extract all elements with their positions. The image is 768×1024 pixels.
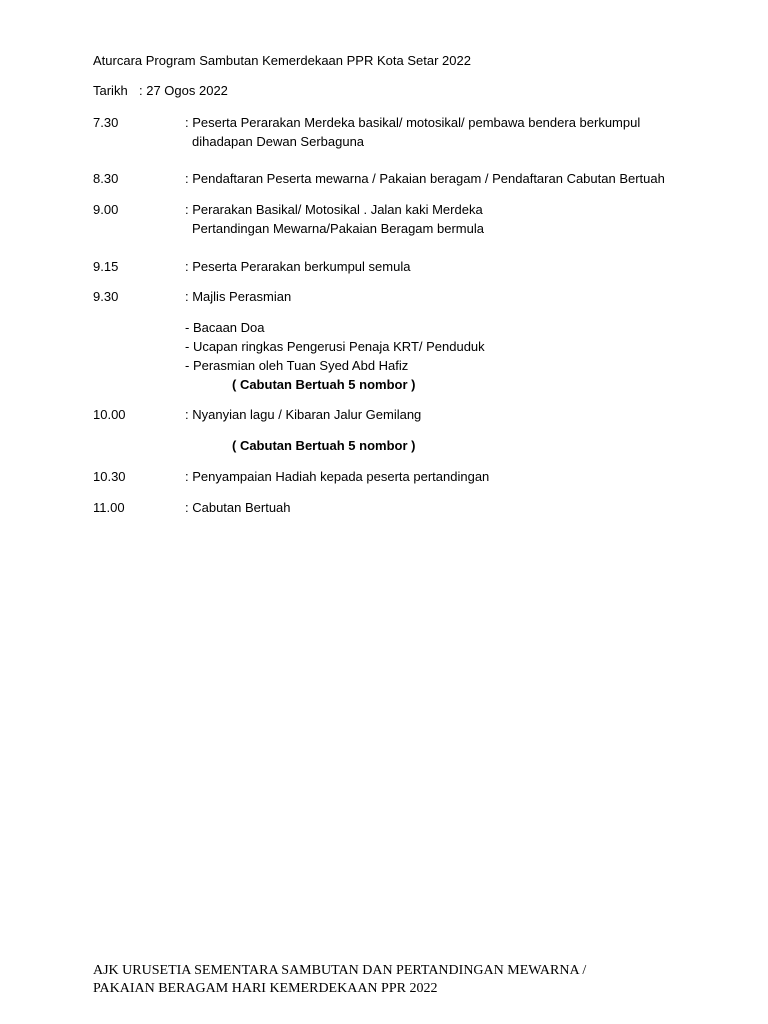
schedule-description-line: : Perarakan Basikal/ Motosikal . Jalan kaki Merdeka [185, 202, 483, 217]
committee-footer [93, 962, 733, 998]
schedule-time: 7.30 [93, 115, 119, 130]
schedule-description [185, 169, 665, 188]
schedule-description [185, 257, 410, 276]
schedule-description-line: : Pendaftaran Peserta mewarna / Pakaian beragam / Pendaftaran Cabutan Bertuah [185, 171, 665, 186]
document-title: Aturcara Program Sambutan Kemerdekaan PPR Kota Setar 2022 [93, 53, 471, 68]
cabutan-note: ( Cabutan Bertuah 5 nombor ) [232, 377, 416, 392]
majlis-sub-list [185, 318, 485, 375]
date-label: Tarikh [93, 83, 128, 98]
footer-line: AJK URUSETIA SEMENTARA SAMBUTAN DAN PERTANDINGAN MEWARNA / [93, 963, 587, 978]
schedule-time: 9.30 [93, 289, 119, 304]
schedule-time: 9.00 [93, 202, 119, 217]
schedule-description [185, 467, 489, 486]
schedule-time: 9.15 [93, 259, 119, 274]
schedule-description [185, 113, 640, 151]
schedule-time: 10.00 [93, 407, 126, 422]
schedule-description-line: : Cabutan Bertuah [185, 500, 291, 515]
schedule-description-continuation: dihadapan Dewan Serbaguna [192, 134, 365, 149]
schedule-description-continuation: Pertandingan Mewarna/Pakaian Beragam bermula [192, 221, 484, 236]
schedule-description [185, 200, 484, 238]
date-value: : 27 Ogos 2022 [139, 83, 228, 98]
date-line [93, 82, 228, 100]
schedule-description-line: : Peserta Perarakan Merdeka basikal/ motosikal/ pembawa bendera berkumpul [185, 115, 641, 130]
schedule-description-line: : Nyanyian lagu / Kibaran Jalur Gemilang [185, 407, 422, 422]
schedule-time: 10.30 [93, 469, 126, 484]
schedule-description-line: : Penyampaian Hadiah kepada peserta pertandingan [185, 469, 490, 484]
schedule-description [185, 287, 291, 306]
schedule-description-line: : Peserta Perarakan berkumpul semula [185, 259, 411, 274]
schedule-description [185, 405, 421, 424]
schedule-description-line: : Majlis Perasmian [185, 289, 292, 304]
schedule-description [185, 498, 291, 517]
schedule-time: 8.30 [93, 171, 119, 186]
list-item: - Bacaan Doa [185, 320, 265, 335]
list-item: - Ucapan ringkas Pengerusi Penaja KRT/ Penduduk [185, 339, 485, 354]
schedule-time: 11.00 [93, 500, 125, 515]
footer-line: PAKAIAN BERAGAM HARI KEMERDEKAAN PPR 2022 [93, 981, 438, 996]
list-item: - Perasmian oleh Tuan Syed Abd Hafiz [185, 358, 409, 373]
cabutan-note: ( Cabutan Bertuah 5 nombor ) [232, 438, 416, 453]
